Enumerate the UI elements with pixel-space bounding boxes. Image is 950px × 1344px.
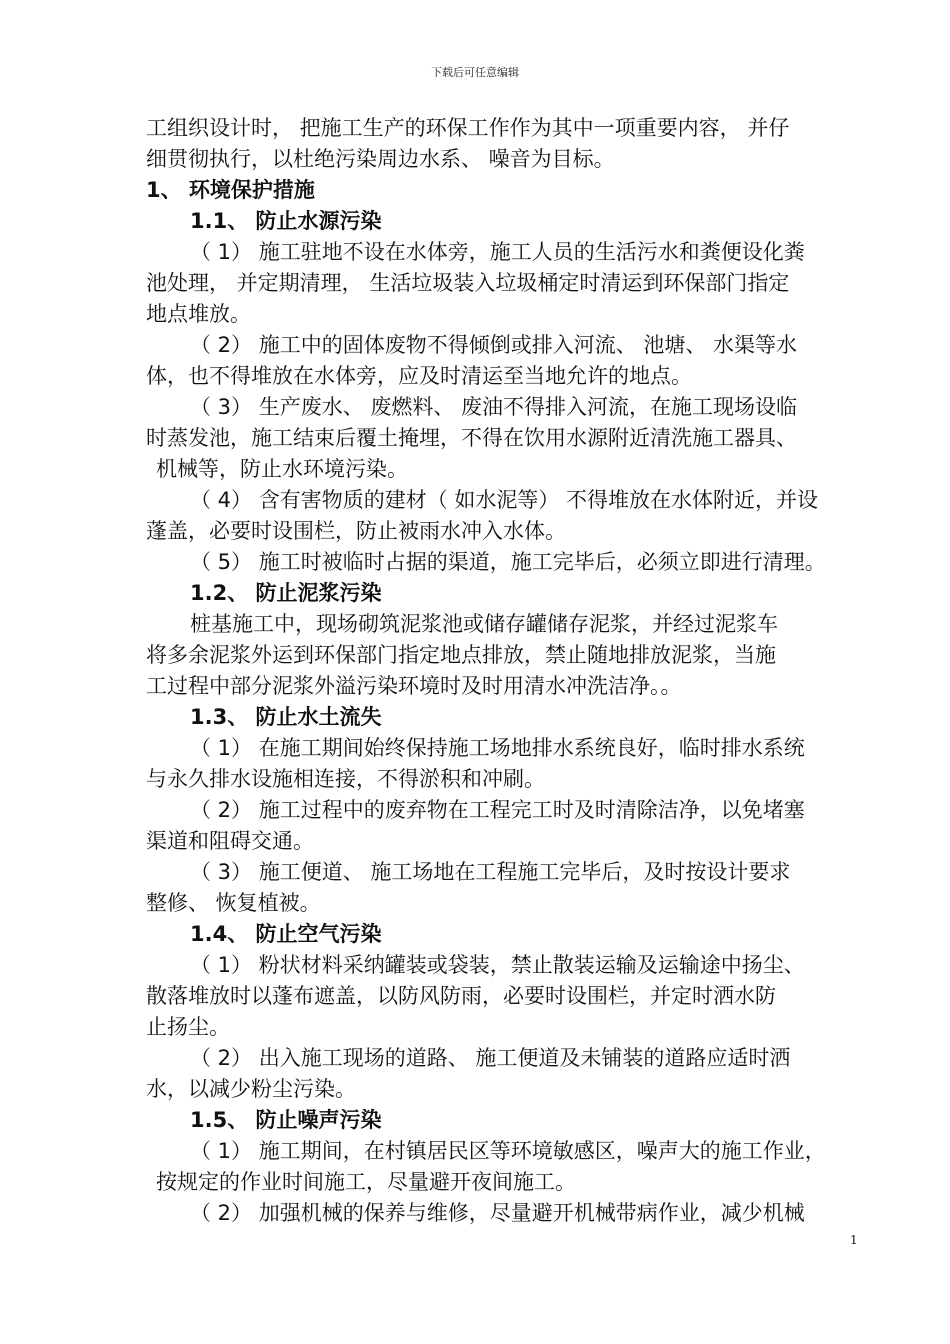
body-line: 池处理， 并定期清理， 生活垃圾装入垃圾桶定时清运到环保部门指定 xyxy=(146,271,790,295)
subsection-heading: 1.1、 防止水源污染 xyxy=(190,209,382,233)
document-body xyxy=(146,113,862,1229)
body-line: 工组织设计时， 把施工生产的环保工作作为其中一项重要内容， 并仔 xyxy=(146,116,790,140)
body-line: 工过程中部分泥浆外溢污染环境时及时用清水冲洗洁净。。 xyxy=(146,674,682,698)
body-line: （ 1） 施工期间，在村镇居民区等环境敏感区，噪声大的施工作业， xyxy=(190,1139,826,1163)
subsection-heading: 1.2、 防止泥浆污染 xyxy=(190,581,382,605)
page-number: 1 xyxy=(850,1233,858,1247)
body-line: 按规定的作业时间施工，尽量避开夜间施工。 xyxy=(156,1170,576,1194)
body-line: （ 1） 粉状材料采纳罐装或袋装，禁止散装运输及运输途中扬尘、 xyxy=(190,953,805,977)
body-line: （ 3） 生产废水、 废燃料、 废油不得排入河流，在施工现场设临 xyxy=(190,395,798,419)
body-line: 体，也不得堆放在水体旁，应及时清运至当地允许的地点。 xyxy=(146,364,692,388)
body-line: 蓬盖，必要时设围栏，防止被雨水冲入水体。 xyxy=(146,519,566,543)
subsection-heading: 1.5、 防止噪声污染 xyxy=(190,1108,382,1132)
body-line: 地点堆放。 xyxy=(146,302,251,326)
body-line: 散落堆放时以蓬布遮盖，以防风防雨，必要时设围栏，并定时洒水防 xyxy=(146,984,776,1008)
body-line: 时蒸发池，施工结束后覆土掩埋，不得在饮用水源附近清洗施工器具、 xyxy=(146,426,797,450)
section-heading: 1、 环境保护措施 xyxy=(146,178,315,202)
body-line: 机械等，防止水环境污染。 xyxy=(156,457,408,481)
body-line: 水，以减少粉尘污染。 xyxy=(146,1077,356,1101)
page-header: 下载后可任意编辑 xyxy=(431,66,519,79)
body-line: 止扬尘。 xyxy=(146,1015,230,1039)
body-line: 桩基施工中，现场砌筑泥浆池或储存罐储存泥浆，并经过泥浆车 xyxy=(190,612,778,636)
body-line: （ 2） 施工中的固体废物不得倾倒或排入河流、 池塘、 水渠等水 xyxy=(190,333,798,357)
body-line: （ 2） 加强机械的保养与维修，尽量避开机械带病作业，减少机械 xyxy=(190,1201,805,1225)
body-line: （ 3） 施工便道、 施工场地在工程施工完毕后，及时按设计要求 xyxy=(190,860,791,884)
body-line: 将多余泥浆外运到环保部门指定地点排放，禁止随地排放泥浆，当施 xyxy=(146,643,776,667)
body-line: （ 2） 施工过程中的废弃物在工程完工时及时清除洁净，以免堵塞 xyxy=(190,798,805,822)
body-line: 渠道和阻碍交通。 xyxy=(146,829,314,853)
body-line: 与永久排水设施相连接，不得淤积和冲刷。 xyxy=(146,767,545,791)
body-line: （ 1） 施工驻地不设在水体旁，施工人员的生活污水和粪便设化粪 xyxy=(190,240,805,264)
body-line: 细贯彻执行，以杜绝污染周边水系、 噪音为目标。 xyxy=(146,147,615,171)
body-line: （ 1） 在施工期间始终保持施工场地排水系统良好，临时排水系统 xyxy=(190,736,805,760)
body-line: （ 2） 出入施工现场的道路、 施工便道及未铺装的道路应适时洒 xyxy=(190,1046,791,1070)
subsection-heading: 1.4、 防止空气污染 xyxy=(190,922,382,946)
body-line: 整修、 恢复植被。 xyxy=(146,891,321,915)
body-line: （ 5） 施工时被临时占据的渠道，施工完毕后，必须立即进行清理。 xyxy=(190,550,826,574)
subsection-heading: 1.3、 防止水土流失 xyxy=(190,705,382,729)
body-line: （ 4） 含有害物质的建材（ 如水泥等） 不得堆放在水体附近，并设 xyxy=(190,488,819,512)
